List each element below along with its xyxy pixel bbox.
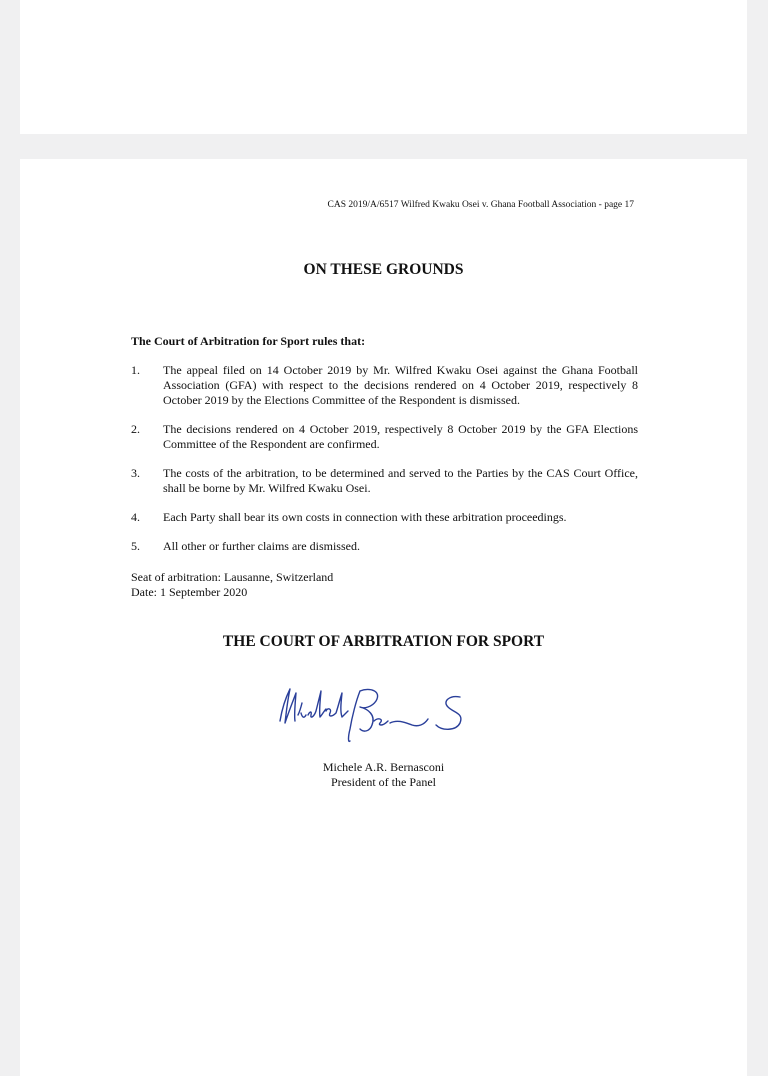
- ruling-number: 1.: [131, 363, 140, 377]
- ruling-number: 4.: [131, 510, 140, 524]
- ruling-text: The costs of the arbitration, to be determined and served to the Parties by the CAS Court Office, shall be borne by Mr. Wilfred Kwaku Osei.: [163, 466, 638, 495]
- ruling-item: [131, 363, 638, 408]
- ruling-text: The decisions rendered on 4 October 2019, respectively 8 October 2019 by the GFA Elections Committee of the Respondent are confirmed.: [163, 422, 638, 451]
- ruling-item: [131, 422, 638, 452]
- ruling-item: [131, 539, 638, 554]
- rulings-intro: The Court of Arbitration for Sport rules that:: [131, 334, 366, 348]
- seat-of-arbitration: Seat of arbitration: Lausanne, Switzerland: [131, 570, 334, 584]
- ruling-number: 2.: [131, 422, 140, 436]
- section-heading: ON THESE GROUNDS: [303, 261, 464, 278]
- ruling-number: 3.: [131, 466, 140, 480]
- previous-page-fragment: [20, 0, 747, 134]
- signatory-role: President of the Panel: [331, 775, 436, 789]
- ruling-item: [131, 466, 638, 496]
- signatory-name: Michele A.R. Bernasconi: [322, 760, 445, 774]
- rulings-list: [131, 363, 638, 568]
- handwritten-signature: [260, 681, 500, 751]
- ruling-item: [131, 510, 638, 525]
- seat-and-date: [131, 570, 333, 600]
- decision-date: Date: 1 September 2020: [131, 585, 248, 599]
- ruling-text: All other or further claims are dismissed.: [163, 539, 360, 553]
- court-title: THE COURT OF ARBITRATION FOR SPORT: [222, 633, 545, 650]
- ruling-text: The appeal filed on 14 October 2019 by Mr. Wilfred Kwaku Osei against the Ghana Football Association (GFA) with respect to the decisions rendered on 4 October 2019, respectively 8 October 2019 by the Elections Committee of the Respondent is dismissed.: [163, 363, 638, 407]
- document-page: [20, 159, 747, 1076]
- running-header: CAS 2019/A/6517 Wilfred Kwaku Osei v. Ghana Football Association - page 17: [327, 200, 634, 210]
- ruling-text: Each Party shall bear its own costs in connection with these arbitration proceedings.: [163, 510, 567, 524]
- signatory-block: [20, 760, 747, 790]
- ruling-number: 5.: [131, 539, 140, 553]
